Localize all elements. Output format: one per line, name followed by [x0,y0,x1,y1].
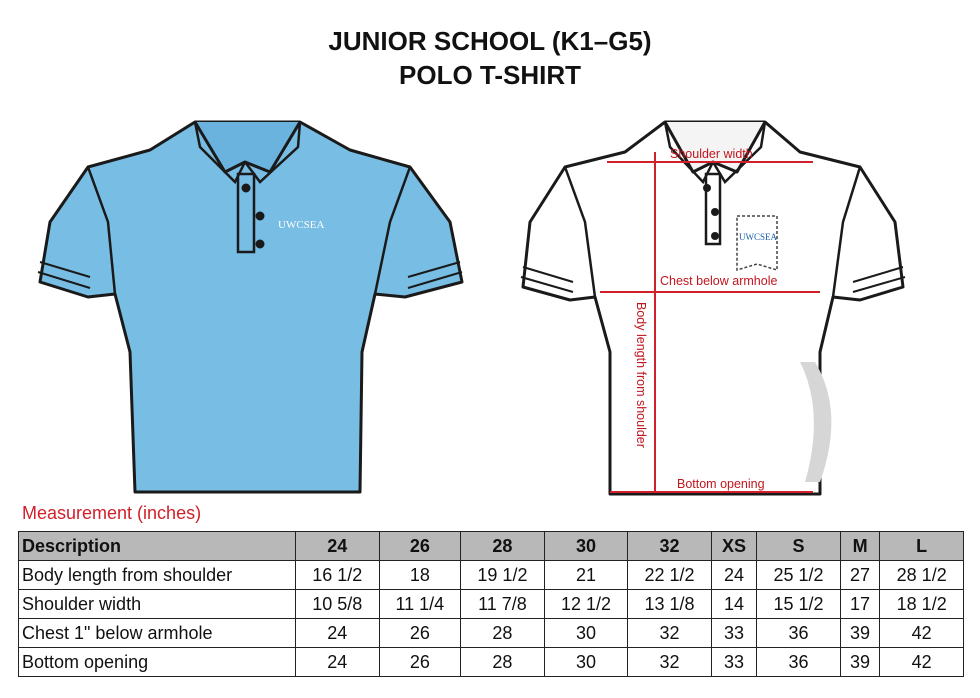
measurement-heading: Measurement (inches) [22,503,202,523]
table-cell: 18 [379,561,461,590]
chest-label: Chest below armhole [660,274,778,288]
table-cell: 28 1/2 [880,561,964,590]
header-cell: 26 [379,532,461,561]
table-cell: 39 [840,619,880,648]
row-description: Bottom opening [19,648,296,677]
header-cell: 30 [544,532,628,561]
page-subtitle: POLO T-SHIRT [399,60,581,90]
header-cell: L [880,532,964,561]
measurement-polo-shirt-image [515,112,910,502]
table-cell: 26 [379,619,461,648]
table-cell: 39 [840,648,880,677]
table-cell: 24 [296,648,380,677]
table-cell: 11 7/8 [461,590,545,619]
row-description: Shoulder width [19,590,296,619]
table-row [19,561,964,590]
table-cell: 22 1/2 [628,561,712,590]
table-cell: 10 5/8 [296,590,380,619]
table-cell: 11 1/4 [379,590,461,619]
table-cell: 16 1/2 [296,561,380,590]
table-cell: 25 1/2 [757,561,841,590]
table-cell: 13 1/8 [628,590,712,619]
table-cell: 24 [711,561,756,590]
table-cell: 33 [711,619,756,648]
table-cell: 42 [880,648,964,677]
table-cell: 27 [840,561,880,590]
blue-polo-shirt-image [30,112,470,497]
table-cell: 28 [461,648,545,677]
row-description: Body length from shoulder [19,561,296,590]
table-row [19,648,964,677]
header-cell: M [840,532,880,561]
table-cell: 42 [880,619,964,648]
header-cell: XS [711,532,756,561]
header-cell: S [757,532,841,561]
table-header-row [19,532,964,561]
table-cell: 28 [461,619,545,648]
body-length-label: Body length from shoulder [634,302,648,448]
table-cell: 18 1/2 [880,590,964,619]
table-cell: 32 [628,619,712,648]
table-cell: 36 [757,648,841,677]
bottom-opening-label: Bottom opening [677,477,765,491]
page-title: JUNIOR SCHOOL (K1–G5) [328,26,652,56]
blue-shirt-logo: UWCSEA [278,219,325,231]
header-cell: 24 [296,532,380,561]
table-cell: 14 [711,590,756,619]
header-cell: Description [19,532,296,561]
header-cell: 32 [628,532,712,561]
table-cell: 15 1/2 [757,590,841,619]
table-cell: 12 1/2 [544,590,628,619]
table-cell: 36 [757,619,841,648]
row-description: Chest 1" below armhole [19,619,296,648]
table-cell: 30 [544,619,628,648]
pocket-logo: UWCSEA [739,232,777,242]
table-cell: 24 [296,619,380,648]
shoulder-width-label: Shoulder width [670,147,753,161]
table-row [19,590,964,619]
table-cell: 17 [840,590,880,619]
table-cell: 21 [544,561,628,590]
table-cell: 32 [628,648,712,677]
table-cell: 19 1/2 [461,561,545,590]
table-cell: 26 [379,648,461,677]
size-chart-table [18,531,964,677]
table-row [19,619,964,648]
table-cell: 33 [711,648,756,677]
header-cell: 28 [461,532,545,561]
table-cell: 30 [544,648,628,677]
